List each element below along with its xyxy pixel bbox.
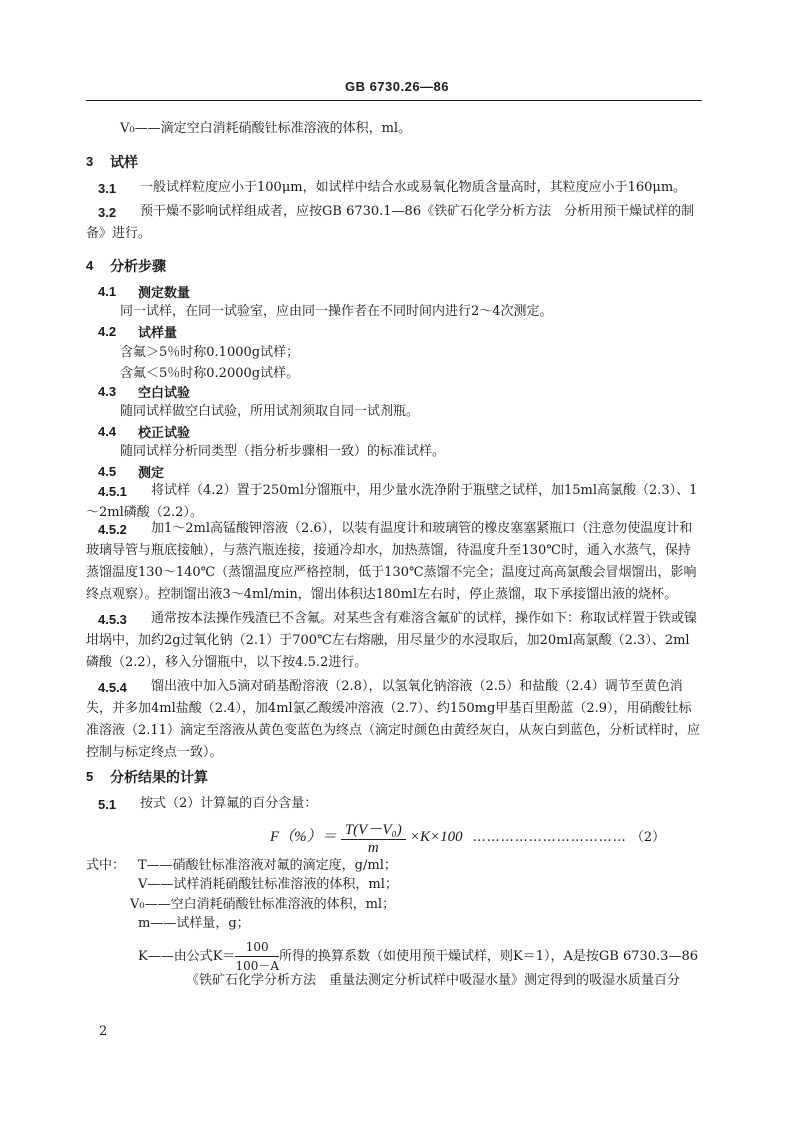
- clause-4-5-1-number: 4.5.1: [98, 484, 127, 499]
- section-3-title: 试样: [110, 155, 138, 171]
- clause-4-2-line-2: 含氟＜5％时称0.2000g试样。: [120, 366, 300, 381]
- clause-3-2-number: 3.2: [98, 205, 117, 220]
- header-rule: [86, 100, 702, 101]
- definition-m: m——试样量，g；: [138, 916, 250, 931]
- clause-4-4-text: 随同试样分析同类型（指分析步骤相一致）的标准试样。: [120, 444, 446, 459]
- clause-3-1-number: 3.1: [98, 181, 117, 196]
- formula-leader-dots: ……………………………: [472, 830, 627, 845]
- section-5-number: 5: [86, 769, 94, 784]
- k-fraction-denominator: 100－A: [235, 959, 280, 973]
- section-4-title: 分析步骤: [110, 259, 166, 275]
- clause-4-5-4-number: 4.5.4: [98, 680, 127, 695]
- k-fraction-numerator: 100: [235, 938, 279, 957]
- clause-4-1-number: 4.1: [98, 284, 117, 299]
- formula-2: [270, 818, 702, 858]
- clause-4-5-title: 测定: [138, 466, 165, 481]
- clause-4-1-text: 同一试样，在同一试验室，应由同一操作者在不同时间内进行2～4次测定。: [120, 304, 553, 319]
- clause-4-5-2-number: 4.5.2: [98, 522, 127, 537]
- clause-4-4-number: 4.4: [98, 424, 117, 439]
- clause-4-2-number: 4.2: [98, 324, 117, 339]
- clause-4-5-3-text: 通常按本法操作残渣已不含氟。对某些含有难溶含氟矿的试样，操作如下：称取试样置于铁或镍坩埚中，加约2g过氧化钠（2.1）于700℃左右熔融，用尽量少的水浸取后，加20ml高氯酸（2.3）、2ml磷酸（2.2），移入分馏瓶中，以下按4.5.2进行。: [86, 611, 698, 670]
- definition-v: V——试样消耗硝酸钍标准溶液的体积，ml；: [138, 877, 398, 892]
- clause-5-1-number: 5.1: [98, 797, 117, 812]
- clause-4-2-line-1: 含氟＞5％时称0.1000g试样；: [120, 345, 300, 360]
- clause-4-3-number: 4.3: [98, 384, 117, 399]
- clause-4-5-2-text: 加1～2ml高锰酸钾溶液（2.6），以装有温度计和玻璃管的橡皮塞塞紧瓶口（注意勿使温度计和玻璃导管与瓶底接触），与蒸汽瓶连接，接通冷却水，加热蒸馏，待温度升至130℃时，通入水蒸气，保持蒸馏温度130～140℃（蒸馏温度应严格控制，低于130℃蒸馏不完全；温度过高高氯酸会冒烟馏出，影响终点观察）。控制馏出液3～4ml/min，馏出体积达180ml左右时，停止蒸馏，取下承接馏出液的烧杯。: [86, 521, 697, 602]
- formula-lhs: F（%）＝: [270, 829, 337, 845]
- definition-k: [138, 938, 698, 975]
- section-3-number: 3: [86, 154, 94, 169]
- clause-4-4-title: 校正试验: [138, 426, 191, 441]
- clause-4-5-number: 4.5: [98, 464, 117, 479]
- formula-rest: ×K×100: [409, 829, 463, 845]
- formula-equation-number: （2）: [630, 830, 666, 845]
- definition-v0: V₀——空白消耗硝酸钍标准溶液的体积，ml；: [130, 897, 396, 912]
- clause-4-5-1-text: 将试样（4.2）置于250ml分馏瓶中，用少量水洗净附于瓶壁之试样，加15ml高氯酸（2.3）、1～2ml磷酸（2.2）。: [86, 483, 698, 520]
- page-number: 2: [99, 1024, 108, 1039]
- where-label: 式中：: [86, 858, 126, 873]
- definition-k-continued: 《铁矿石化学分析方法 重量法测定分析试样中吸湿水量》测定得到的吸湿水质量百分: [186, 973, 681, 988]
- v0-definition: V₀——滴定空白消耗硝酸钍标准溶液的体积，ml。: [120, 121, 412, 136]
- clause-4-5-4-text: 馏出液中加入5滴对硝基酚溶液（2.8），以氢氧化钠溶液（2.5）和盐酸（2.4）调节至黄色消失，并多加4ml盐酸（2.4），加4ml氯乙酸缓冲溶液（2.7）、约150mg甲基百里酚蓝（2.9），用硝酸钍标准溶液（2.11）滴定至溶液从黄色变蓝色为终点（滴定时颜色由黄经灰白，从灰白到蓝色，分析试样时，应控制与标定终点一致）。: [86, 679, 700, 760]
- clause-4-5-3-number: 4.5.3: [98, 612, 127, 627]
- clause-5-1-text: 按式（2）计算氟的百分含量：: [140, 796, 318, 811]
- definition-k-part-b: 所得的换算系数（如使用预干燥试样，则K＝1），A是按GB 6730.3—86: [279, 949, 698, 964]
- clause-4-1-title: 测定数量: [138, 286, 191, 301]
- clause-4-2-title: 试样量: [138, 326, 178, 341]
- k-fraction: [235, 938, 279, 975]
- formula-fraction: [341, 818, 406, 857]
- section-5-title: 分析结果的计算: [110, 770, 208, 786]
- formula-numerator: T(V－V₀): [341, 818, 406, 840]
- definition-k-part-a: K——由公式K＝: [138, 949, 236, 964]
- formula-denominator: m: [367, 840, 379, 856]
- clause-3-2-text: 预干燥不影响试样组成者，应按GB 6730.1—86《铁矿石化学分析方法 分析用预干燥试样的制备》进行。: [86, 204, 695, 241]
- section-4-number: 4: [86, 258, 94, 273]
- standard-number-header: GB 6730.26—86: [344, 79, 450, 94]
- clause-4-3-title: 空白试验: [138, 386, 191, 401]
- definition-t: T——硝酸钍标准溶液对氟的滴定度，g/ml；: [138, 858, 397, 873]
- clause-4-3-text: 随同试样做空白试验，所用试剂须取自同一试剂瓶。: [120, 404, 420, 419]
- clause-3-1-text: 一般试样粒度应小于100μm，如试样中结合水或易氧化物质含量高时，其粒度应小于160μm。: [140, 180, 687, 195]
